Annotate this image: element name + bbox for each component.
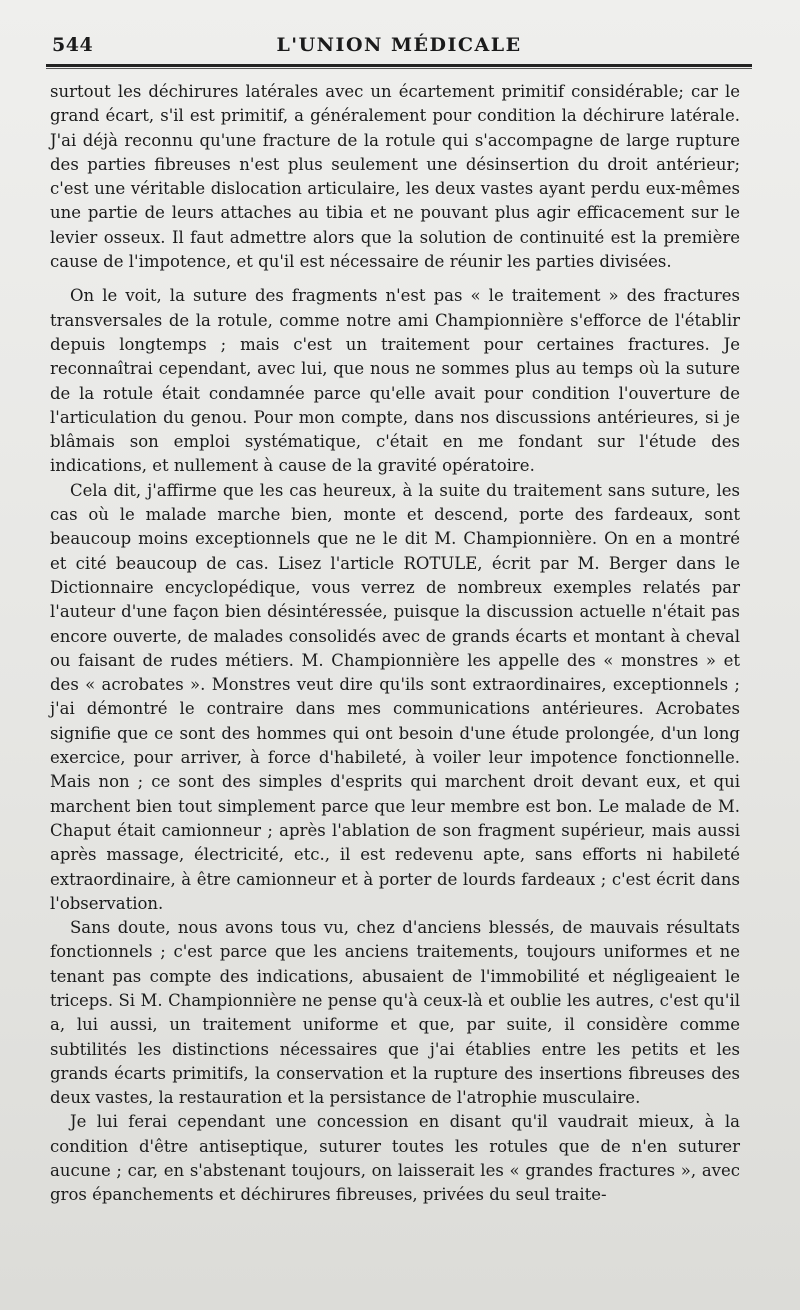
page-header (46, 30, 752, 67)
paragraph-3: Cela dit, j'affirme que les cas heureux, à la suite du traitement sans suture, les cas où le malade marche bien, monte et descend, porte des fardeaux, sont beaucoup moins exceptionnels que ne le dit M. Championnière. On en a montré et cité beaucoup de cas. Lisez l'article ROTULE, écrit par M. Berger dans le Dictionnaire encyclopédique, vous verrez de nombreux exemples relatés par l'auteur d'une façon bien désintéressée, puisque la discussion actuelle n'était pas encore ouverte, de malades consolidés avec de grands écarts et montant à cheval ou faisant de rudes métiers. M. Championnière les appelle des « monstres » et des « acrobates ». Monstres veut dire qu'ils sont extraordinaires, exceptionnels ; j'ai démontré le contraire dans mes communications antérieures. Acrobates signifie que ce sont des hommes qui ont besoin d'une étude prolongée, d'un long exercice, pour arriver, à force d'habileté, à voiler leur impotence fonctionnelle. Mais non ; ce sont des simples d'esprits qui marchent droit devant eux, et qui marchent bien tout simplement parce que leur membre est bon. Le malade de M. Chaput était camionneur ; après l'ablation de son fragment supérieur, mais aussi après massage, électricité, etc., il est redevenu apte, sans efforts ni habileté extraordinaire, à être camionneur et à porter de lourds fardeaux ; c'est écrit dans l'observation. (50, 480, 740, 913)
running-title: L'UNION MÉDICALE (276, 34, 522, 56)
article-body (50, 80, 740, 1208)
paragraph-1: surtout les déchirures latérales avec un écartement primitif considérable; car le grand écart, s'il est primitif, a généralement pour condition la déchirure latérale. J'ai déjà reconnu qu'une fracture de la rotule qui s'accompagne de large rupture des parties fibreuses n'est plus seulement une désinsertion du droit antérieur; c'est une véritable dislocation articulaire, les deux vastes ayant perdu eux-mêmes une partie de leurs attaches au tibia et ne pouvant plus agir efficacement sur le levier osseux. Il faut admettre alors que la solution de continuité est la première cause de l'impotence, et qu'il est nécessaire de réunir les parties divisées. (50, 82, 740, 272)
paragraph-2: On le voit, la suture des fragments n'est pas « le traitement » des fractures transversales de la rotule, comme notre ami Championnière s'efforce de l'établir depuis longtemps ; mais c'est un traitement pour certaines fractures. Je reconnaîtrai cependant, avec lui, que nous ne sommes plus au temps où la suture de la rotule était condamnée parce qu'elle avait pour condition l'ouverture de l'articulation du genou. Pour mon compte, dans nos discussions antérieures, si je blâmais son emploi systématique, c'était en me fondant sur l'étude des indications, et nullement à cause de la gravité opératoire. (50, 286, 740, 476)
paragraph-4: Sans doute, nous avons tous vu, chez d'anciens blessés, de mauvais résultats fonctionnels ; c'est parce que les anciens traitements, toujours uniformes et ne tenant pas compte des indications, abusaient de l'immobilité et négligeaient le triceps. Si M. Championnière ne pense qu'à ceux-là et oublie les autres, c'est qu'il a, lui aussi, un traitement uniforme et que, par suite, il considère comme subtilités les distinctions nécessaires que j'ai établies entre les petits et les grands écarts primitifs, la conservation et la rupture des insertions fibreuses des deux vastes, la restauration et la persistance de l'atrophie musculaire. (50, 918, 740, 1108)
paragraph-5: Je lui ferai cependant une concession en disant qu'il vaudrait mieux, à la condition d'être antiseptique, suturer toutes les rotules que de n'en suturer aucune ; car, en s'abstenant toujours, on laisserait les « grandes fractures », avec gros épanchements et déchirures fibreuses, privées du seul traite- (50, 1112, 740, 1205)
page-number: 544 (52, 34, 94, 56)
header-rule (46, 68, 752, 69)
